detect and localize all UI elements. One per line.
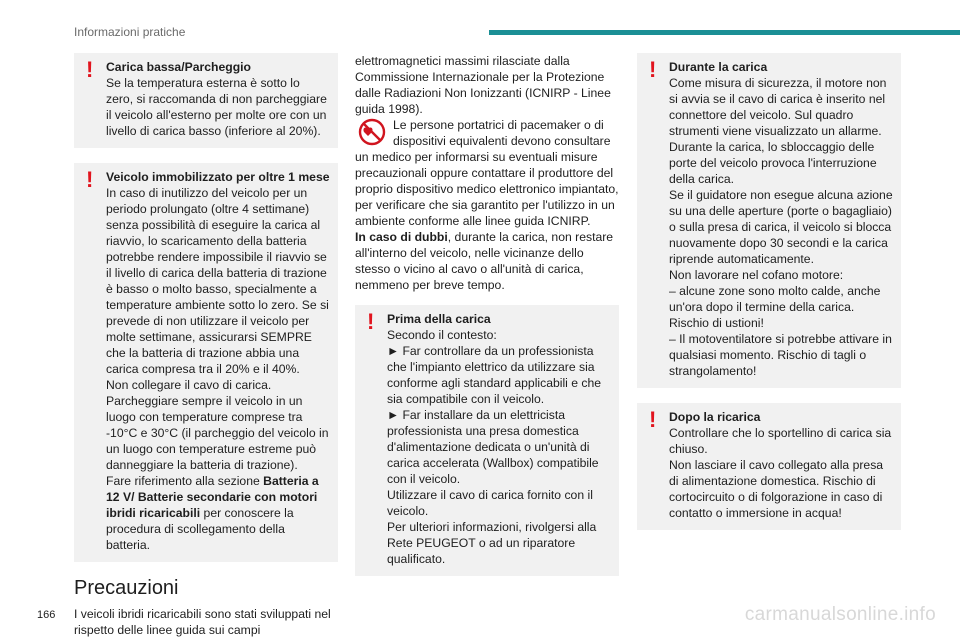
box-text: ► Far installare da un elettricista professionista una presa domestica d'alimentazione dedicata o un'unità di carica accelerata (Wallbox) compatibile con il veicolo. (387, 408, 599, 486)
warning-box-immobilized (74, 163, 338, 562)
box-text: Non collegare il cavo di carica. (106, 378, 272, 392)
section-heading: Precauzioni (74, 577, 179, 599)
column-1 (74, 53, 338, 638)
box-text: per conoscere la procedura di scollegamento della batteria. (106, 506, 294, 552)
warning-box-low-charge (74, 53, 338, 148)
pacemaker-prohibited-icon (355, 117, 391, 147)
paragraph-continued: elettromagnetici massimi rilasciate dalla Commissione Internazionale per la Protezione dalle Radiazioni Non Ionizzanti (ICNIRP - Linee guida 1998). (355, 54, 611, 116)
box-text: Come misura di sicurezza, il motore non si avvia se il cavo di carica è inserito nel connettore del veicolo. Sul quadro strumenti viene visualizzato un allarme. (669, 76, 887, 138)
column-3 (637, 53, 901, 545)
box-text: Per ulteriori informazioni, rivolgersi alla Rete PEUGEOT o ad un riparatore qualificato. (387, 520, 597, 566)
warning-icon: ! (649, 57, 657, 82)
box-text: Utilizzare il cavo di carica fornito con il veicolo. (387, 488, 593, 518)
box-text: In caso di inutilizzo del veicolo per un periodo prolungato (oltre 4 settimane) senza possibilità di eseguire la carica al riavvio, lo scaricamento della batteria potrebbe rendere impossibile il riavvio se il livello di carica della batteria di trazione è basso o molto basso, specialmente a temperature ambiente sotto lo zero. Se si prevede di non utilizzare il veicolo per molte settimane, assicurarsi SEMPRE che la batteria di trazione abbia una carica compresa tra il 20% e il 40%. (106, 186, 329, 376)
box-text: Parcheggiare sempre il veicolo in un luogo con temperature comprese tra -10°C e 30°C (il parcheggio del veicolo in un luogo con temperature estreme può danneggiare la batteria di trazione). (106, 394, 329, 472)
warning-box-after-charge (637, 403, 901, 530)
box-text: Se il guidatore non esegue alcuna azione su una delle aperture (porte o bagagliaio) o sulla presa di carica, il veicolo si blocca nuovamente dopo 30 secondi e la carica riprende automaticamente. (669, 188, 893, 266)
section-reference: Batteria a 12 V/ Batterie secondarie con motori ibridi ricaricabili (106, 474, 319, 520)
warning-icon: ! (86, 167, 94, 192)
warning-icon: ! (86, 57, 94, 82)
box-title: Prima della carica (387, 312, 491, 326)
box-text: Durante la carica, lo sbloccaggio delle porte del veicolo provoca l'interruzione della carica. (669, 140, 877, 186)
header-accent-bar (489, 30, 960, 35)
running-header: Informazioni pratiche (74, 25, 186, 39)
intro-paragraph: I veicoli ibridi ricaricabili sono stati sviluppati nel rispetto delle linee guida sui campi (74, 607, 331, 637)
box-title: Veicolo immobilizzato per oltre 1 mese (106, 170, 330, 184)
warning-icon: ! (367, 309, 375, 334)
box-text: Controllare che lo sportellino di carica sia chiuso. (669, 426, 892, 456)
box-text: Fare riferimento alla sezione (106, 474, 264, 488)
warning-box-before-charge (355, 305, 619, 576)
watermark: carmanualsonline.info (744, 604, 936, 625)
pacemaker-paragraph: Le persone portatrici di pacemaker o di dispositivi equivalenti devono consultare un medico per informarsi su eventuali misure precauzionali oppure contattare il produttore del proprio dispositivo medico elettronico impiantato, per verificare che sia garantito per l'utilizzo in un ambiente conforme alle linee guida ICNIRP. (355, 118, 619, 228)
warning-box-during-charge (637, 53, 901, 388)
box-title: Durante la carica (669, 60, 768, 74)
box-title: Carica bassa/Parcheggio (106, 60, 251, 74)
box-text: Se la temperatura esterna è sotto lo zero, si raccomanda di non parcheggiare il veicolo all'esterno per molte ore con un livello di carica basso (inferiore al 20%). (106, 76, 327, 138)
box-text: Non lasciare il cavo collegato alla presa di alimentazione domestica. Rischio di cortocircuito o di folgorazione in caso di contatto o immersione in acqua! (669, 458, 884, 520)
doubt-paragraph: In caso di dubbi, durante la carica, non restare all'interno del veicolo, nelle vicinanze dello stesso o vicino al cavo o all'unità di carica, nemmeno per breve tempo. (355, 230, 614, 292)
box-text: Secondo il contesto: (387, 328, 497, 342)
box-text: ► Far controllare da un professionista che l'impianto elettrico da utilizzare sia conforme agli standard applicabili e che sia compatibile con il veicolo. (387, 344, 602, 406)
column-2 (355, 53, 619, 591)
box-text: Non lavorare nel cofano motore: (669, 268, 844, 282)
warning-icon: ! (649, 407, 657, 432)
box-text: – alcune zone sono molto calde, anche un'ora dopo il termine della carica. Rischio di ustioni! (669, 284, 881, 330)
page-number: 166 (37, 609, 56, 621)
box-title: Dopo la ricarica (669, 410, 761, 424)
box-text: – Il motoventilatore si potrebbe attivare in qualsiasi momento. Rischio di tagli o strangolamento! (669, 332, 892, 378)
